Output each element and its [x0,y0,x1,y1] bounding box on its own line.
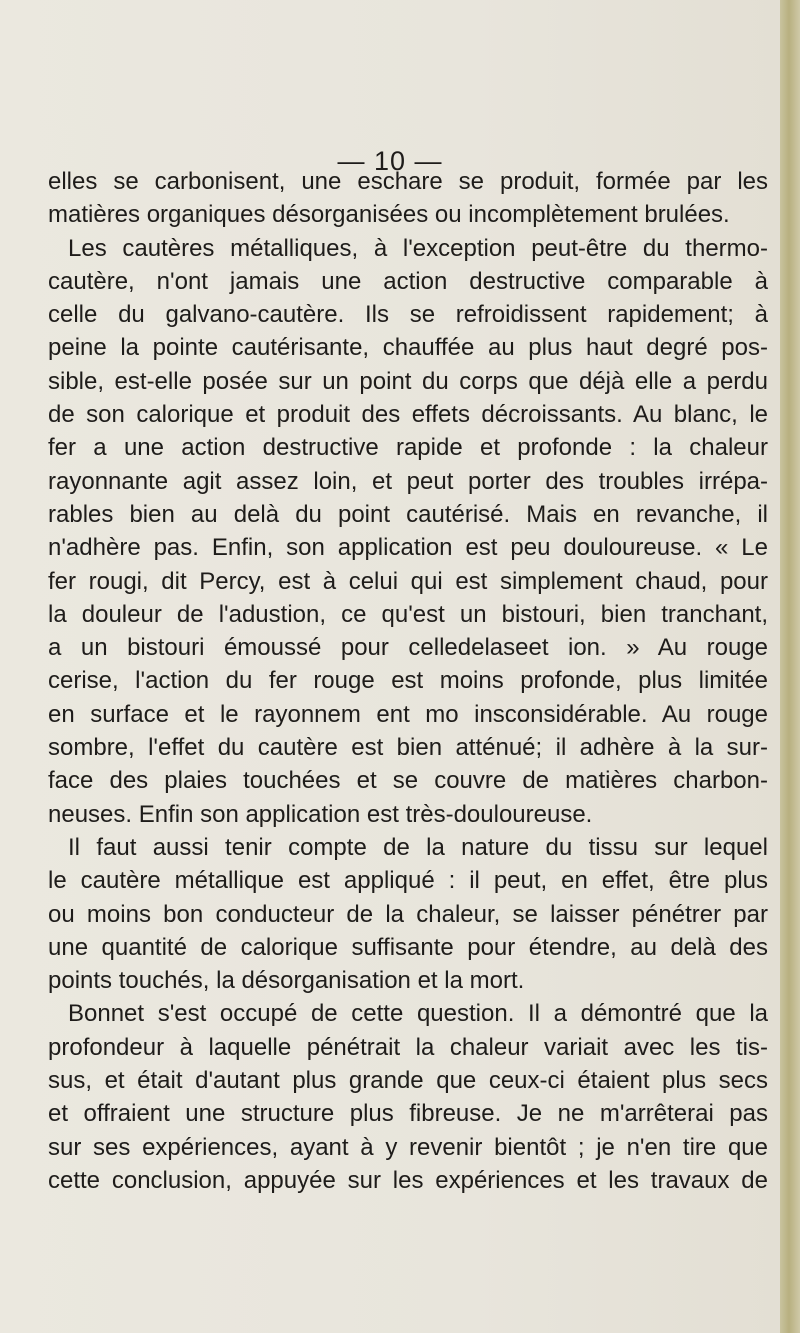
text-line: en surface et le rayonnem ent mo insconsidérable. Au rouge [48,700,768,728]
text-line: elles se carbonisent, une eschare se produit, formée par les [48,168,768,195]
text-line: une quantité de calorique suffisante pour étendre, au delà des [48,933,768,961]
page-number: — 10 — [337,146,443,176]
text-line: le cautère métallique est appliqué : il peut, en effet, être plus [48,867,768,895]
text-line: celle du galvano-cautère. Ils se refroidissent rapidement; à [48,301,768,329]
text-line: a un bistouri émoussé pour celledelaseet ion. » Au rouge [48,634,768,662]
text-line: fer a une action destructive rapide et profonde : la chaleur [48,434,768,462]
text-line: Bonnet s'est occupé de cette question. Il a démontré que la [68,1000,768,1028]
text-line: cerise, l'action du fer rouge est moins profonde, plus limitée [48,667,768,695]
text-line: la douleur de l'adustion, ce qu'est un bistouri, bien tranchant, [48,600,768,628]
body-text [48,165,768,1197]
text-line: profondeur à laquelle pénétrait la chaleur variait avec les tis- [48,1033,768,1061]
text-line: neuses. Enfin son application est très-douloureuse. [48,800,593,828]
text-line: rayonnante agit assez loin, et peut porter des troubles irrépa- [48,467,768,495]
text-line: face des plaies touchées et se couvre de matières charbon- [48,767,768,795]
text-line: Il faut aussi tenir compte de la nature du tissu sur lequel [68,833,768,861]
page-edge [780,0,800,1333]
text-line: cette conclusion, appuyée sur les expériences et les travaux de [48,1166,768,1194]
text-line: de son calorique et produit des effets décroissants. Au blanc, le [48,401,768,429]
text-line: n'adhère pas. Enfin, son application est peu douloureuse. « Le [48,534,768,562]
text-line: cautère, n'ont jamais une action destructive comparable à [48,267,768,295]
text-line: sus, et était d'autant plus grande que ceux-ci étaient plus secs [48,1067,768,1095]
text-line: fer rougi, dit Percy, est à celui qui est simplement chaud, pour [48,567,768,595]
text-line: matières organiques désorganisées ou incomplètement brulées. [48,201,730,229]
text-line: et offraient une structure plus fibreuse. Je ne m'arrêterai pas [48,1100,768,1128]
text-line: rables bien au delà du point cautérisé. Mais en revanche, il [48,500,768,528]
text-line: peine la pointe cautérisante, chauffée au plus haut degré pos- [48,334,768,362]
text-line: sombre, l'effet du cautère est bien atténué; il adhère à la sur- [48,734,768,762]
text-line: sible, est-elle posée sur un point du corps que déjà elle a perdu [48,367,768,395]
text-line: ou moins bon conducteur de la chaleur, se laisser pénétrer par [48,900,768,928]
text-line: points touchés, la désorganisation et la mort. [48,967,525,995]
text-line: sur ses expériences, ayant à y revenir bientôt ; je n'en tire que [48,1133,768,1161]
text-line: Les cautères métalliques, à l'exception peut-être du thermo- [68,234,768,262]
